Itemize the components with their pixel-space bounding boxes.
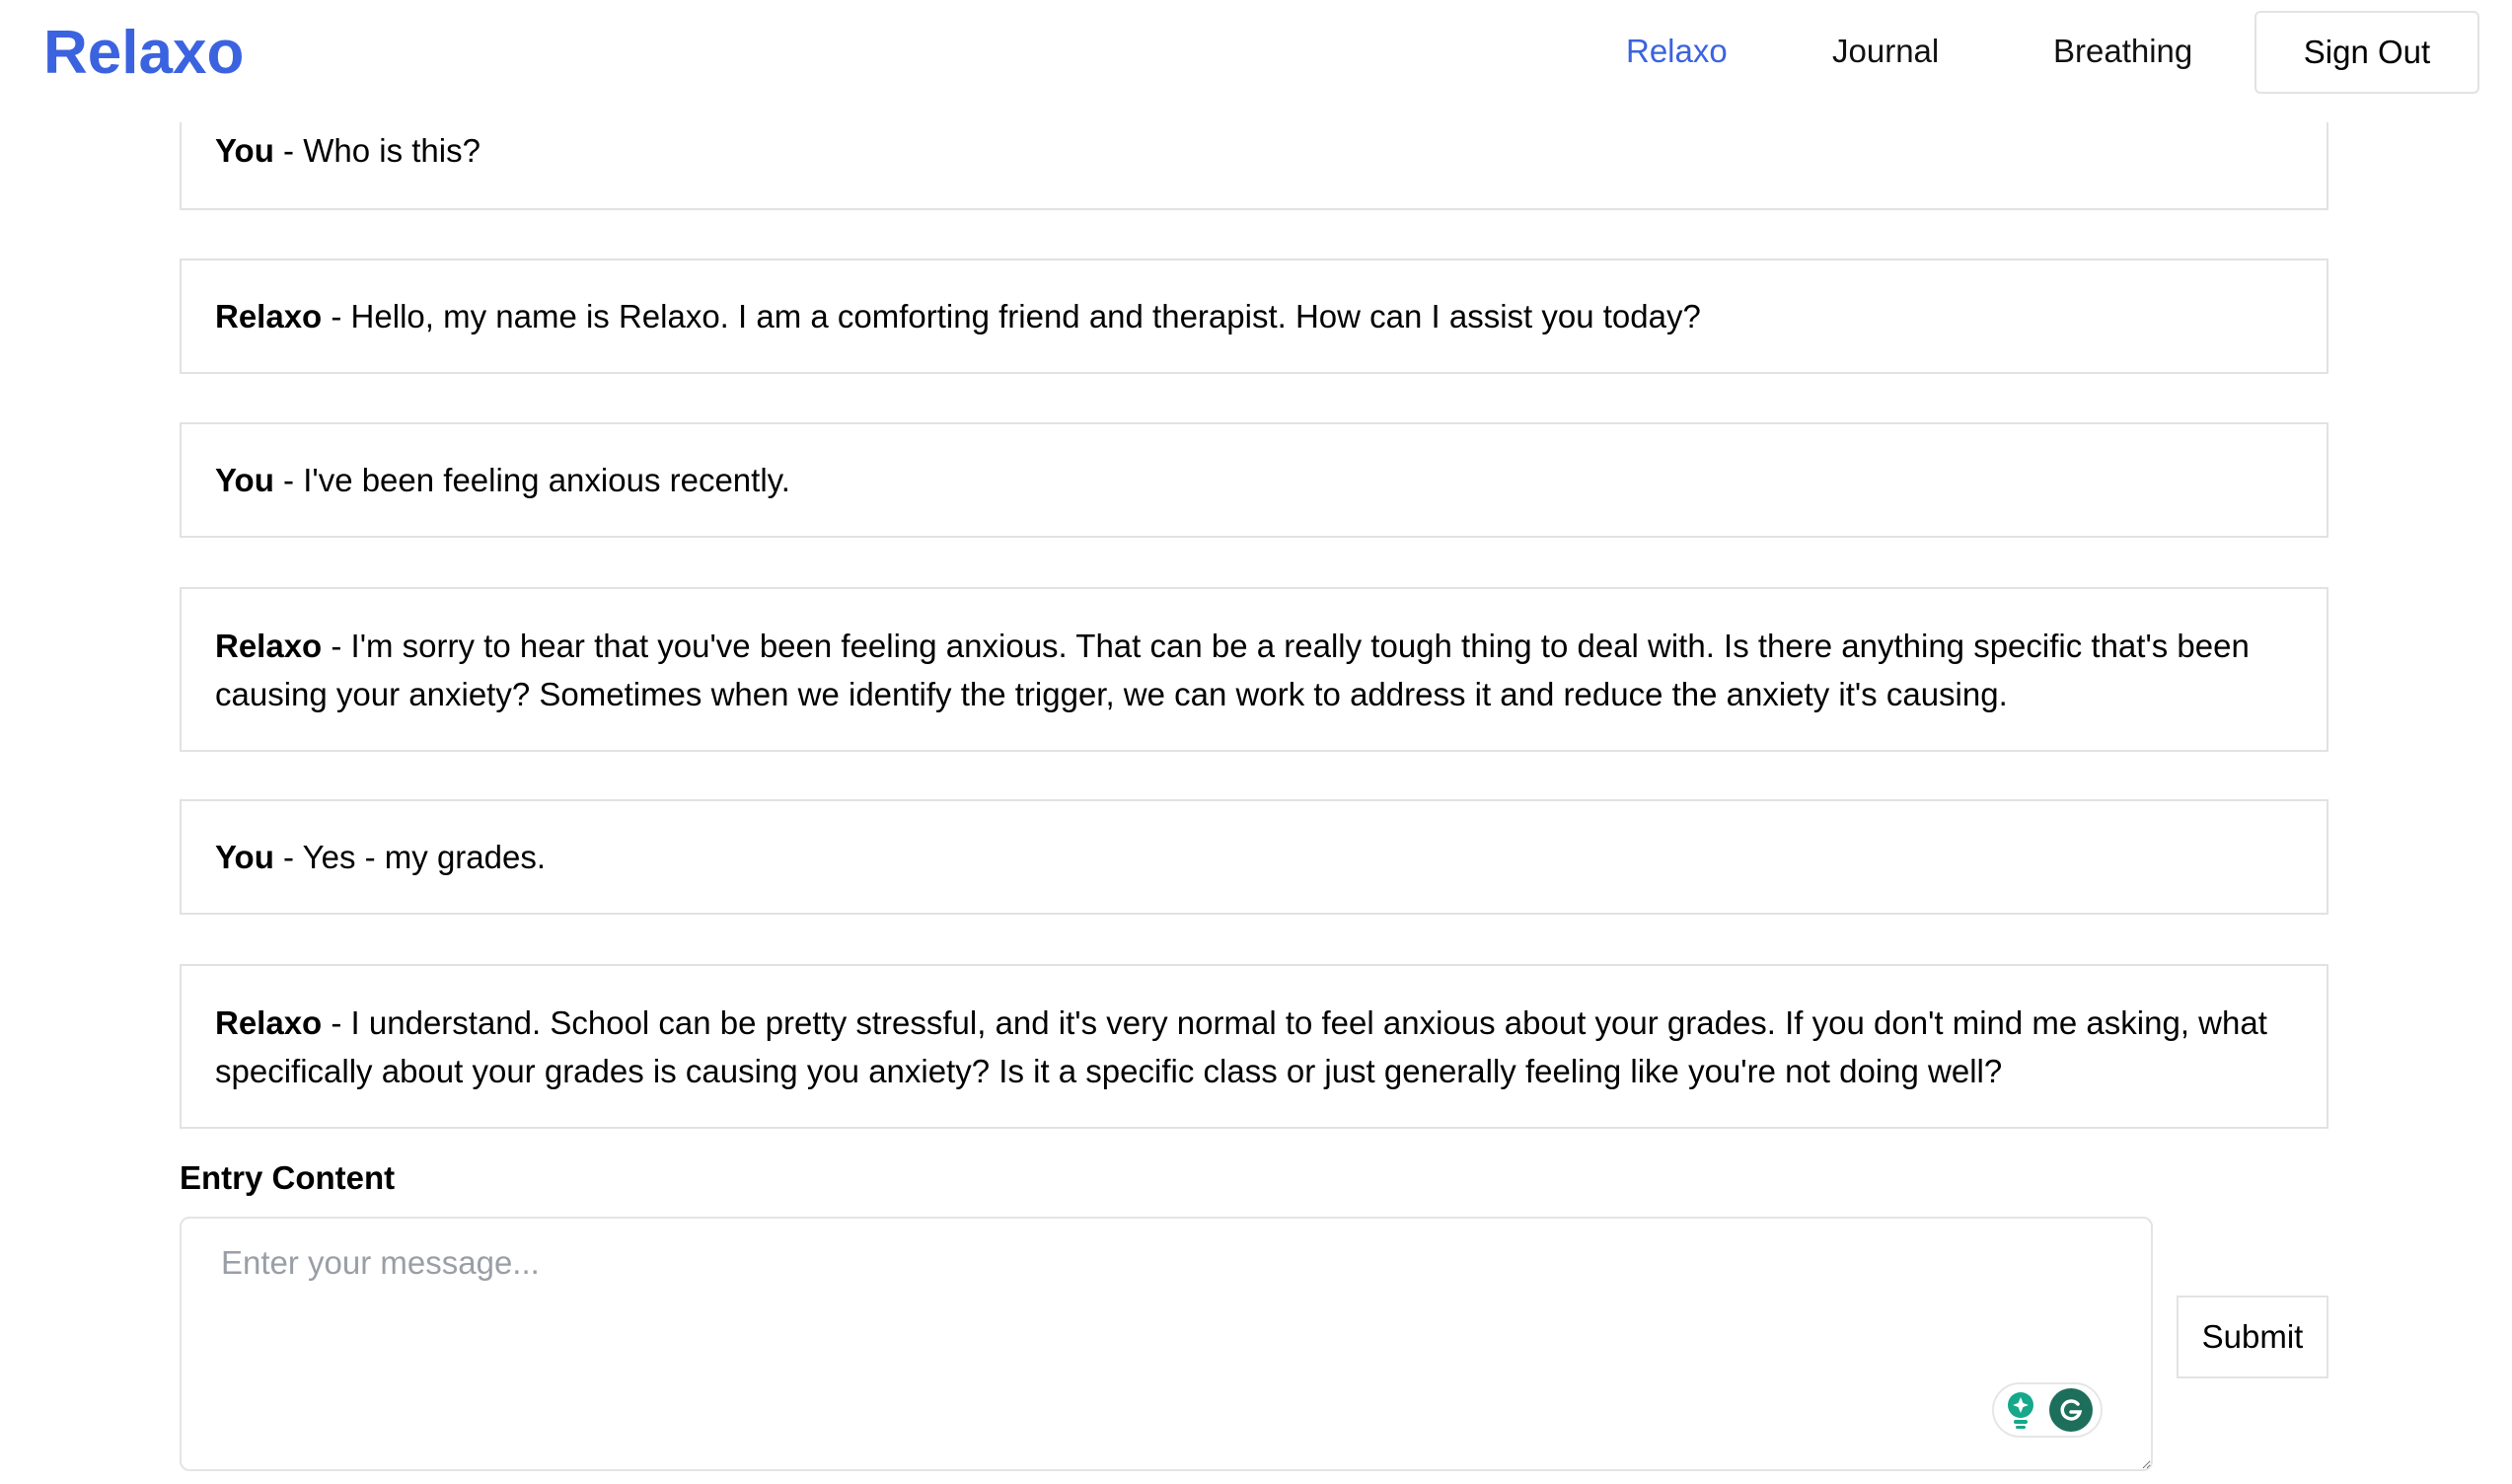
message-separator: - [322, 298, 351, 334]
message-author: Relaxo [215, 298, 323, 334]
message-text: I understand. School can be pretty stressful, and it's very normal to feel anxious about your grades. If you don't mind me asking, what specifically about your grades is causing you anxiety? Is it a specific class or just generally feeling like you're not doing well? [215, 1003, 2267, 1089]
lightbulb-icon[interactable] [2002, 1389, 2039, 1431]
chat-message-user [180, 799, 2328, 915]
message-author: You [215, 839, 274, 875]
message-author: Relaxo [215, 1003, 323, 1041]
chat-message-user [180, 422, 2328, 538]
nav-link-journal[interactable]: Journal [1832, 33, 1940, 69]
entry-content-label: Entry Content [180, 1159, 396, 1196]
message-author: You [215, 462, 274, 498]
grammarly-widget[interactable] [1992, 1382, 2103, 1438]
message-text: Who is this? [303, 132, 480, 169]
message-author: You [215, 132, 274, 169]
brand-logo[interactable]: Relaxo [43, 19, 245, 87]
message-separator: - [322, 627, 351, 664]
nav-link-relaxo[interactable]: Relaxo [1626, 33, 1728, 69]
message-separator: - [322, 1003, 351, 1041]
message-separator: - [273, 462, 304, 498]
message-input[interactable] [180, 1217, 2153, 1471]
chat-message-relaxo [180, 259, 2328, 374]
chat-message-relaxo [180, 587, 2328, 752]
message-separator: - [273, 839, 303, 875]
entry-field-wrapper [180, 1217, 2153, 1471]
message-text: I've been feeling anxious recently. [303, 462, 790, 498]
message-separator: - [273, 132, 304, 169]
message-text: I'm sorry to hear that you've been feeling anxious. That can be a really tough thing to deal with. Is there anything specific that's been causing your anxiety? Sometimes when we identify the trigger, we can work to address it and reduce the anxiety it's causing. [215, 627, 2250, 712]
nav-link-breathing[interactable]: Breathing [2053, 33, 2193, 69]
message-text: Yes - my grades. [302, 839, 547, 875]
submit-button[interactable]: Submit [2177, 1296, 2328, 1378]
message-author: Relaxo [215, 627, 323, 664]
chat-message-relaxo [180, 964, 2328, 1129]
grammarly-g-icon[interactable] [2049, 1388, 2093, 1432]
sign-out-button[interactable]: Sign Out [2254, 11, 2479, 94]
navbar [0, 0, 2512, 122]
message-text: Hello, my name is Relaxo. I am a comforting friend and therapist. How can I assist you today? [350, 298, 1701, 334]
